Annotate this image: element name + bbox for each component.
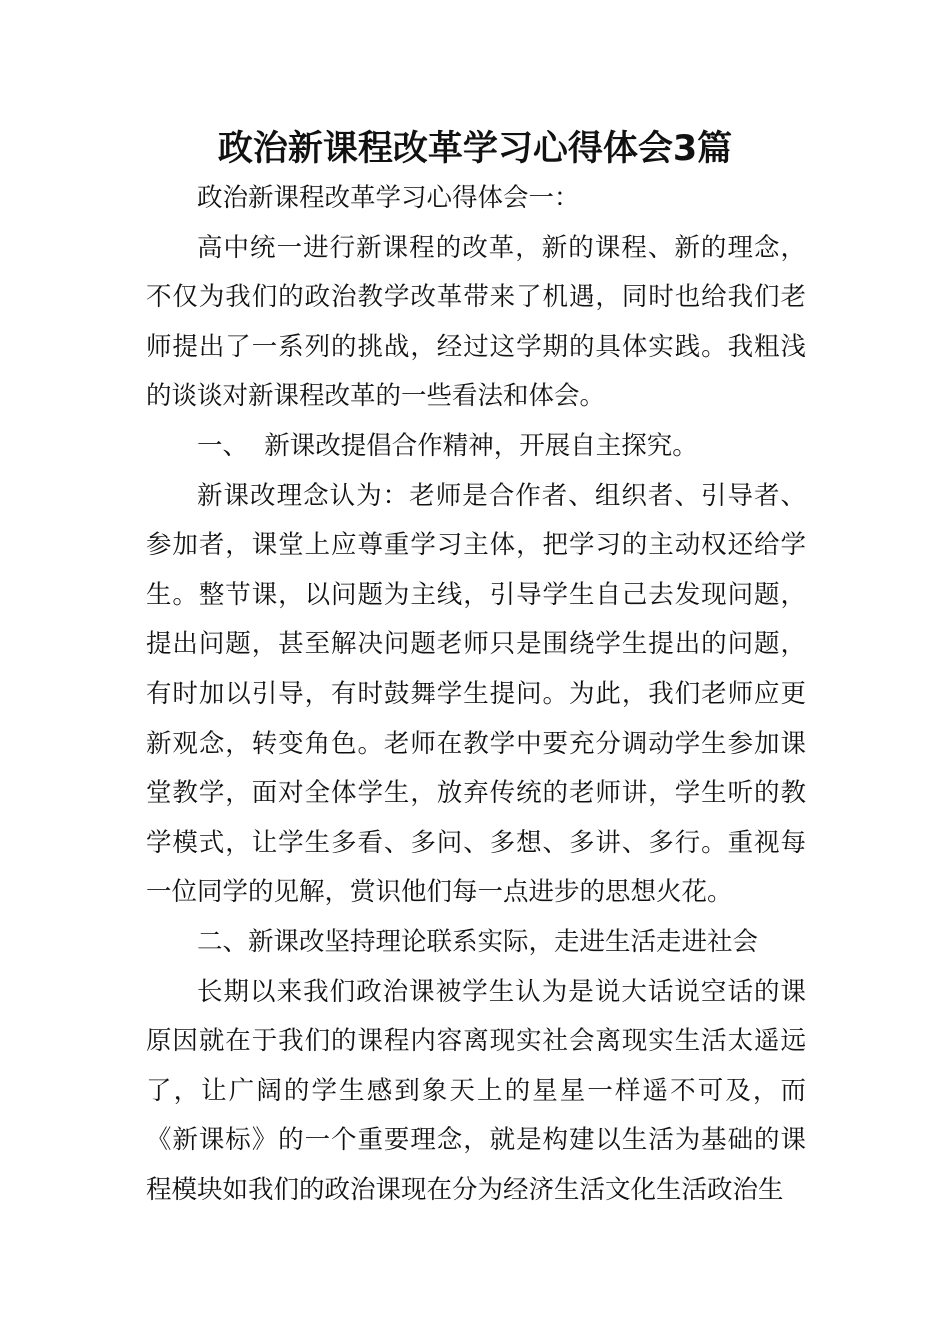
paragraph-heading-one: 一、 新课改提倡合作精神，开展自主探究。 <box>197 430 698 461</box>
paragraph-section-two: 长期以来我们政治课被学生认为是说大话说空话的课原因就在于我们的课程内容离现实社会离现实生活太遥远了，让广阔的学生感到象天上的星星一样遥不可及，而《新课标》的一个重要理念，就是构建以生活为基础的课程模块如我们的政治课现在分为经济生活文化生活政治生 <box>146 976 806 1205</box>
paragraph-heading-two: 二、新课改坚持理论联系实际，走进生活走进社会 <box>197 926 759 957</box>
document-body <box>146 174 806 1215</box>
document-title: 政治新课程改革学习心得体会3篇 <box>217 129 733 169</box>
paragraph-section-one: 新课改理念认为：老师是合作者、组织者、引导者、参加者，课堂上应尊重学习主体，把学习的主动权还给学生。整节课，以问题为主线，引导学生自己去发现问题，提出问题，甚至解决问题老师只是围绕学生提出的问题，有时加以引导，有时鼓舞学生提问。为此，我们老师应更新观念，转变角色。老师在教学中要充分调动学生参加课堂教学，面对全体学生，放弃传统的老师讲，学生听的教学模式，让学生多看、多问、多想、多讲、多行。重视每一位同学的见解，赏识他们每一点进步的思想火花。 <box>146 480 806 908</box>
paragraph-intro: 高中统一进行新课程的改革，新的课程、新的理念，不仅为我们的政治教学改革带来了机遇，同时也给我们老师提出了一系列的挑战，经过这学期的具体实践。我粗浅的谈谈对新课程改革的一些看法和体会。 <box>146 232 806 412</box>
paragraph-subtitle: 政治新课程改革学习心得体会一： <box>197 183 580 213</box>
